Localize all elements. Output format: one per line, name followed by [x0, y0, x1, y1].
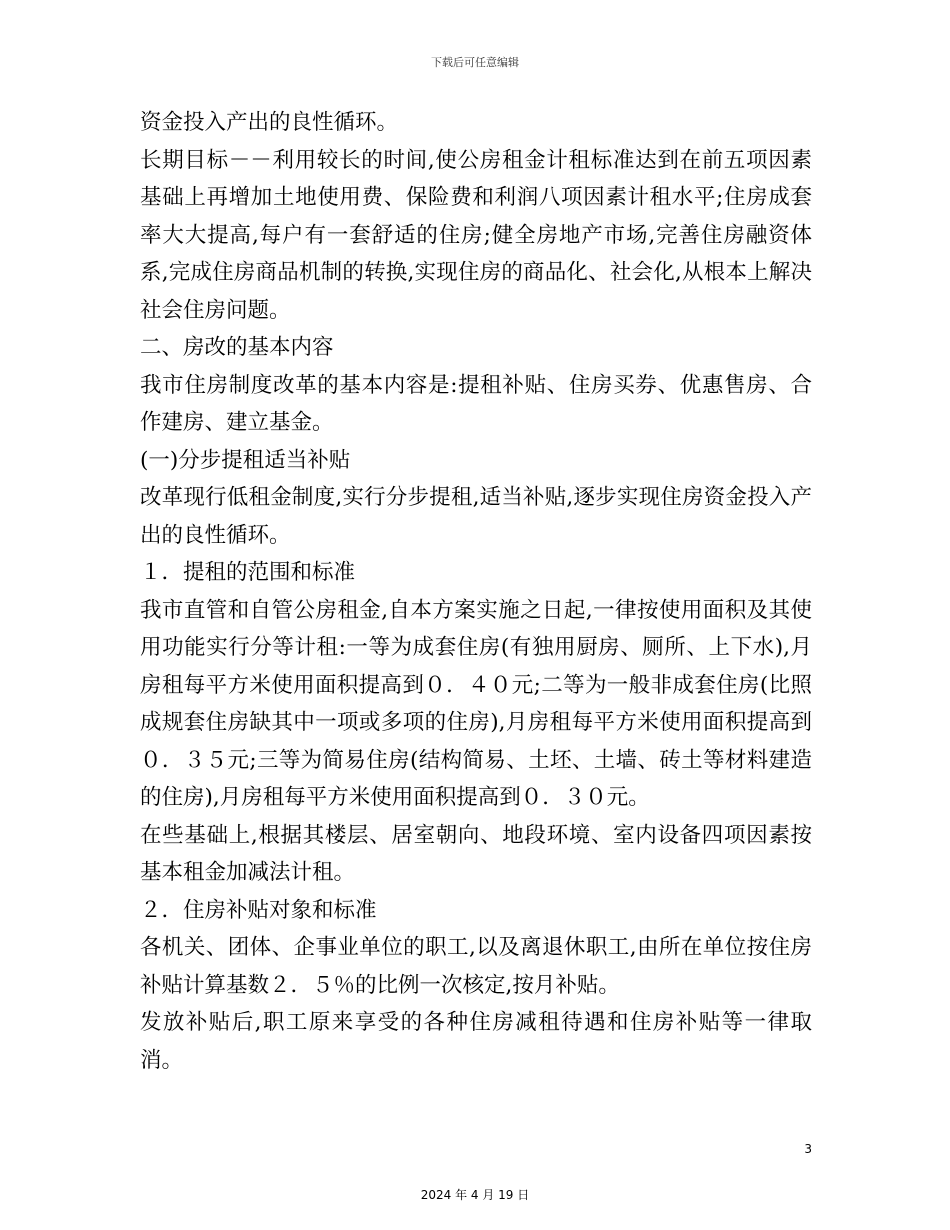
document-body — [140, 104, 812, 1079]
paragraph: 资金投入产出的良性循环。 — [140, 110, 399, 135]
item-heading: ２．住房补贴对象和标准 — [140, 897, 377, 923]
item-heading: １．提租的范围和标准 — [140, 560, 356, 585]
paragraph: 各机关、团体、企事业单位的职工,以及离退休职工,由所在单位按住房补贴计算基数２．５％的比例一次核定,按月补贴。 — [140, 935, 812, 998]
paragraph: 改革现行低租金制度,实行分步提租,适当补贴,逐步实现住房资金投入产出的良性循环。 — [140, 485, 812, 548]
header-note: 下载后可任意编辑 — [431, 56, 519, 69]
section-heading: 二、房改的基本内容 — [140, 335, 334, 360]
paragraph: 我市直管和自管公房租金,自本方案实施之日起,一律按使用面积及其使用功能实行分等计租:一等为成套住房(有独用厨房、厕所、上下水),月房租每平方米使用面积提高到０．４０元;二等为一般非成套住房(比照成规套住房缺其中一项或多项的住房),月房租每平方米使用面积提高到０．３５元;三等为简易住房(结构简易、土坯、土墙、砖土等材料建造的住房),月房租每平方米使用面积提高到０．３０元。 — [140, 597, 812, 810]
page-number: 3 — [804, 1142, 812, 1156]
paragraph: 我市住房制度改革的基本内容是:提租补贴、住房买券、优惠售房、合作建房、建立基金。 — [140, 372, 812, 435]
footer-date: 2024 年 4 月 19 日 — [420, 1188, 530, 1202]
subsection-heading: (一)分步提租适当补贴 — [140, 447, 351, 473]
paragraph: 发放补贴后,职工原来享受的各种住房减租待遇和住房补贴等一律取消。 — [140, 1010, 812, 1073]
paragraph: 长期目标－－利用较长的时间,使公房租金计租标准达到在前五项因素基础上再增加土地使用费、保险费和利润八项因素计租水平;住房成套率大大提高,每户有一套舒适的住房;健全房地产市场,完善住房融资体系,完成住房商品机制的转换,实现住房的商品化、社会化,从根本上解决社会住房问题。 — [140, 147, 812, 323]
paragraph: 在些基础上,根据其楼层、居室朝向、地段环境、室内设备四项因素按基本租金加减法计租。 — [140, 822, 812, 885]
